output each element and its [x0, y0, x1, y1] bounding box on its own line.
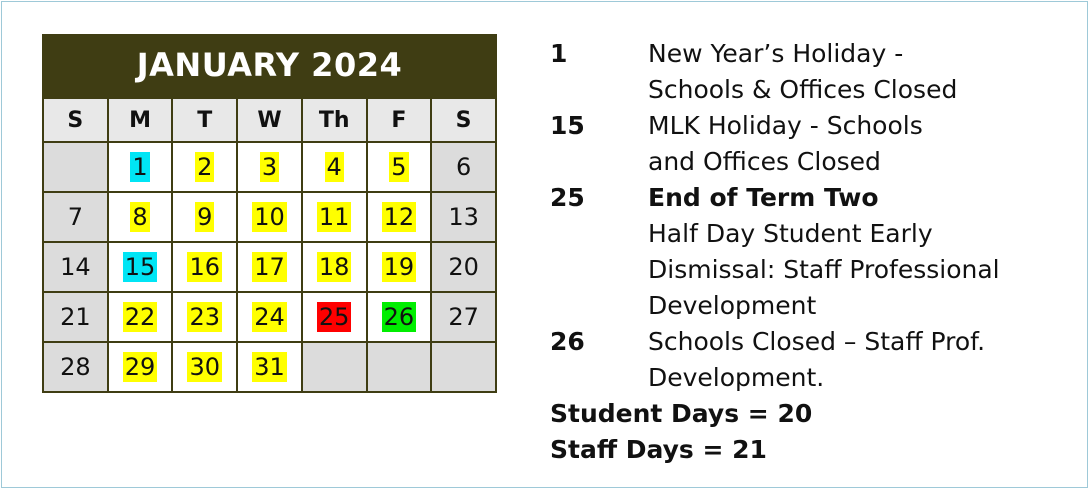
event-description	[648, 324, 1070, 396]
empty-day-cell	[302, 342, 367, 392]
day-number: 4	[326, 153, 342, 181]
day-header: S	[431, 98, 496, 142]
event-item	[550, 36, 1070, 108]
day-cell	[237, 142, 302, 192]
day-cell	[367, 192, 432, 242]
day-cell	[302, 192, 367, 242]
event-line: Schools Closed – Staff Prof.	[648, 327, 986, 356]
event-title: End of Term Two	[648, 183, 879, 212]
calendar-grid	[42, 97, 497, 393]
day-number: 31	[254, 353, 285, 381]
event-item	[550, 324, 1070, 396]
day-number: 20	[448, 253, 479, 281]
day-cell	[431, 292, 496, 342]
event-day: 25	[550, 183, 585, 212]
day-cell	[108, 292, 173, 342]
day-number: 3	[261, 153, 278, 181]
event-line: Development.	[648, 363, 825, 392]
day-number: 17	[254, 253, 285, 281]
day-number: 2	[197, 153, 213, 181]
day-number: 30	[189, 353, 221, 381]
event-line: Development	[648, 291, 817, 320]
day-cell	[172, 192, 237, 242]
day-number: 16	[189, 253, 221, 281]
week-row	[43, 192, 496, 242]
day-cell	[237, 292, 302, 342]
day-number: 21	[60, 303, 91, 331]
day-cell	[172, 242, 237, 292]
day-cell	[108, 142, 173, 192]
event-item	[550, 108, 1070, 180]
day-number: 28	[60, 353, 91, 381]
day-cell	[302, 292, 367, 342]
day-number: 9	[197, 203, 213, 231]
day-header: M	[108, 98, 173, 142]
calendar-card	[1, 1, 1088, 488]
event-day: 15	[550, 111, 585, 140]
day-cell	[108, 242, 173, 292]
day-cell	[431, 142, 496, 192]
week-row	[43, 142, 496, 192]
event-item	[550, 180, 1070, 324]
day-cell	[172, 342, 237, 392]
event-day: 1	[550, 39, 568, 68]
day-header: T	[172, 98, 237, 142]
day-cell	[43, 242, 108, 292]
day-header: W	[237, 98, 302, 142]
event-line: and Offices Closed	[648, 147, 881, 176]
week-row	[43, 292, 496, 342]
day-cell	[367, 292, 432, 342]
day-cell	[431, 242, 496, 292]
day-cell	[43, 192, 108, 242]
day-number: 1	[132, 153, 148, 181]
event-description	[648, 180, 1070, 324]
day-number: 24	[254, 303, 285, 331]
day-cell	[302, 242, 367, 292]
day-header: F	[367, 98, 432, 142]
day-number: 25	[318, 303, 350, 331]
day-cell	[108, 342, 173, 392]
event-description	[648, 36, 1070, 108]
event-line: Dismissal: Staff Professional	[648, 255, 1000, 284]
day-number: 10	[254, 203, 285, 231]
day-number: 14	[60, 253, 91, 281]
event-line: Schools & Offices Closed	[648, 75, 958, 104]
day-header-row	[43, 98, 496, 142]
day-cell	[237, 242, 302, 292]
day-header: Th	[302, 98, 367, 142]
day-number: 8	[132, 203, 148, 231]
day-cell	[431, 192, 496, 242]
day-number: 6	[455, 153, 472, 181]
staff-days-total: Staff Days = 21	[550, 435, 767, 464]
day-cell	[367, 142, 432, 192]
day-number: 15	[124, 253, 156, 281]
day-cell	[43, 342, 108, 392]
day-number: 11	[318, 203, 350, 231]
day-cell	[237, 342, 302, 392]
day-header: S	[43, 98, 108, 142]
event-line: Half Day Student Early	[648, 219, 933, 248]
day-number: 22	[124, 303, 156, 331]
empty-day-cell	[431, 342, 496, 392]
day-number: 27	[448, 303, 479, 331]
day-cell	[108, 192, 173, 242]
day-cell	[43, 292, 108, 342]
empty-day-cell	[367, 342, 432, 392]
month-calendar	[42, 34, 497, 393]
week-row	[43, 342, 496, 392]
day-cell	[302, 142, 367, 192]
day-number: 29	[124, 353, 156, 381]
day-number: 19	[383, 253, 415, 281]
day-number: 5	[391, 153, 407, 181]
empty-day-cell	[43, 142, 108, 192]
day-cell	[172, 142, 237, 192]
day-number: 26	[383, 303, 415, 331]
day-cell	[367, 242, 432, 292]
week-row	[43, 242, 496, 292]
student-days-total: Student Days = 20	[550, 399, 813, 428]
event-day: 26	[550, 327, 585, 356]
day-cell	[172, 292, 237, 342]
day-number: 13	[448, 203, 479, 231]
event-line: MLK Holiday - Schools	[648, 111, 923, 140]
day-number: 18	[318, 253, 350, 281]
day-number: 7	[67, 203, 83, 231]
event-line: New Year’s Holiday -	[648, 39, 904, 68]
event-list	[550, 36, 1070, 468]
calendar-title: JANUARY 2024	[42, 34, 497, 97]
day-cell	[237, 192, 302, 242]
day-number: 23	[189, 303, 221, 331]
event-description	[648, 108, 1070, 180]
day-number: 12	[383, 203, 415, 231]
